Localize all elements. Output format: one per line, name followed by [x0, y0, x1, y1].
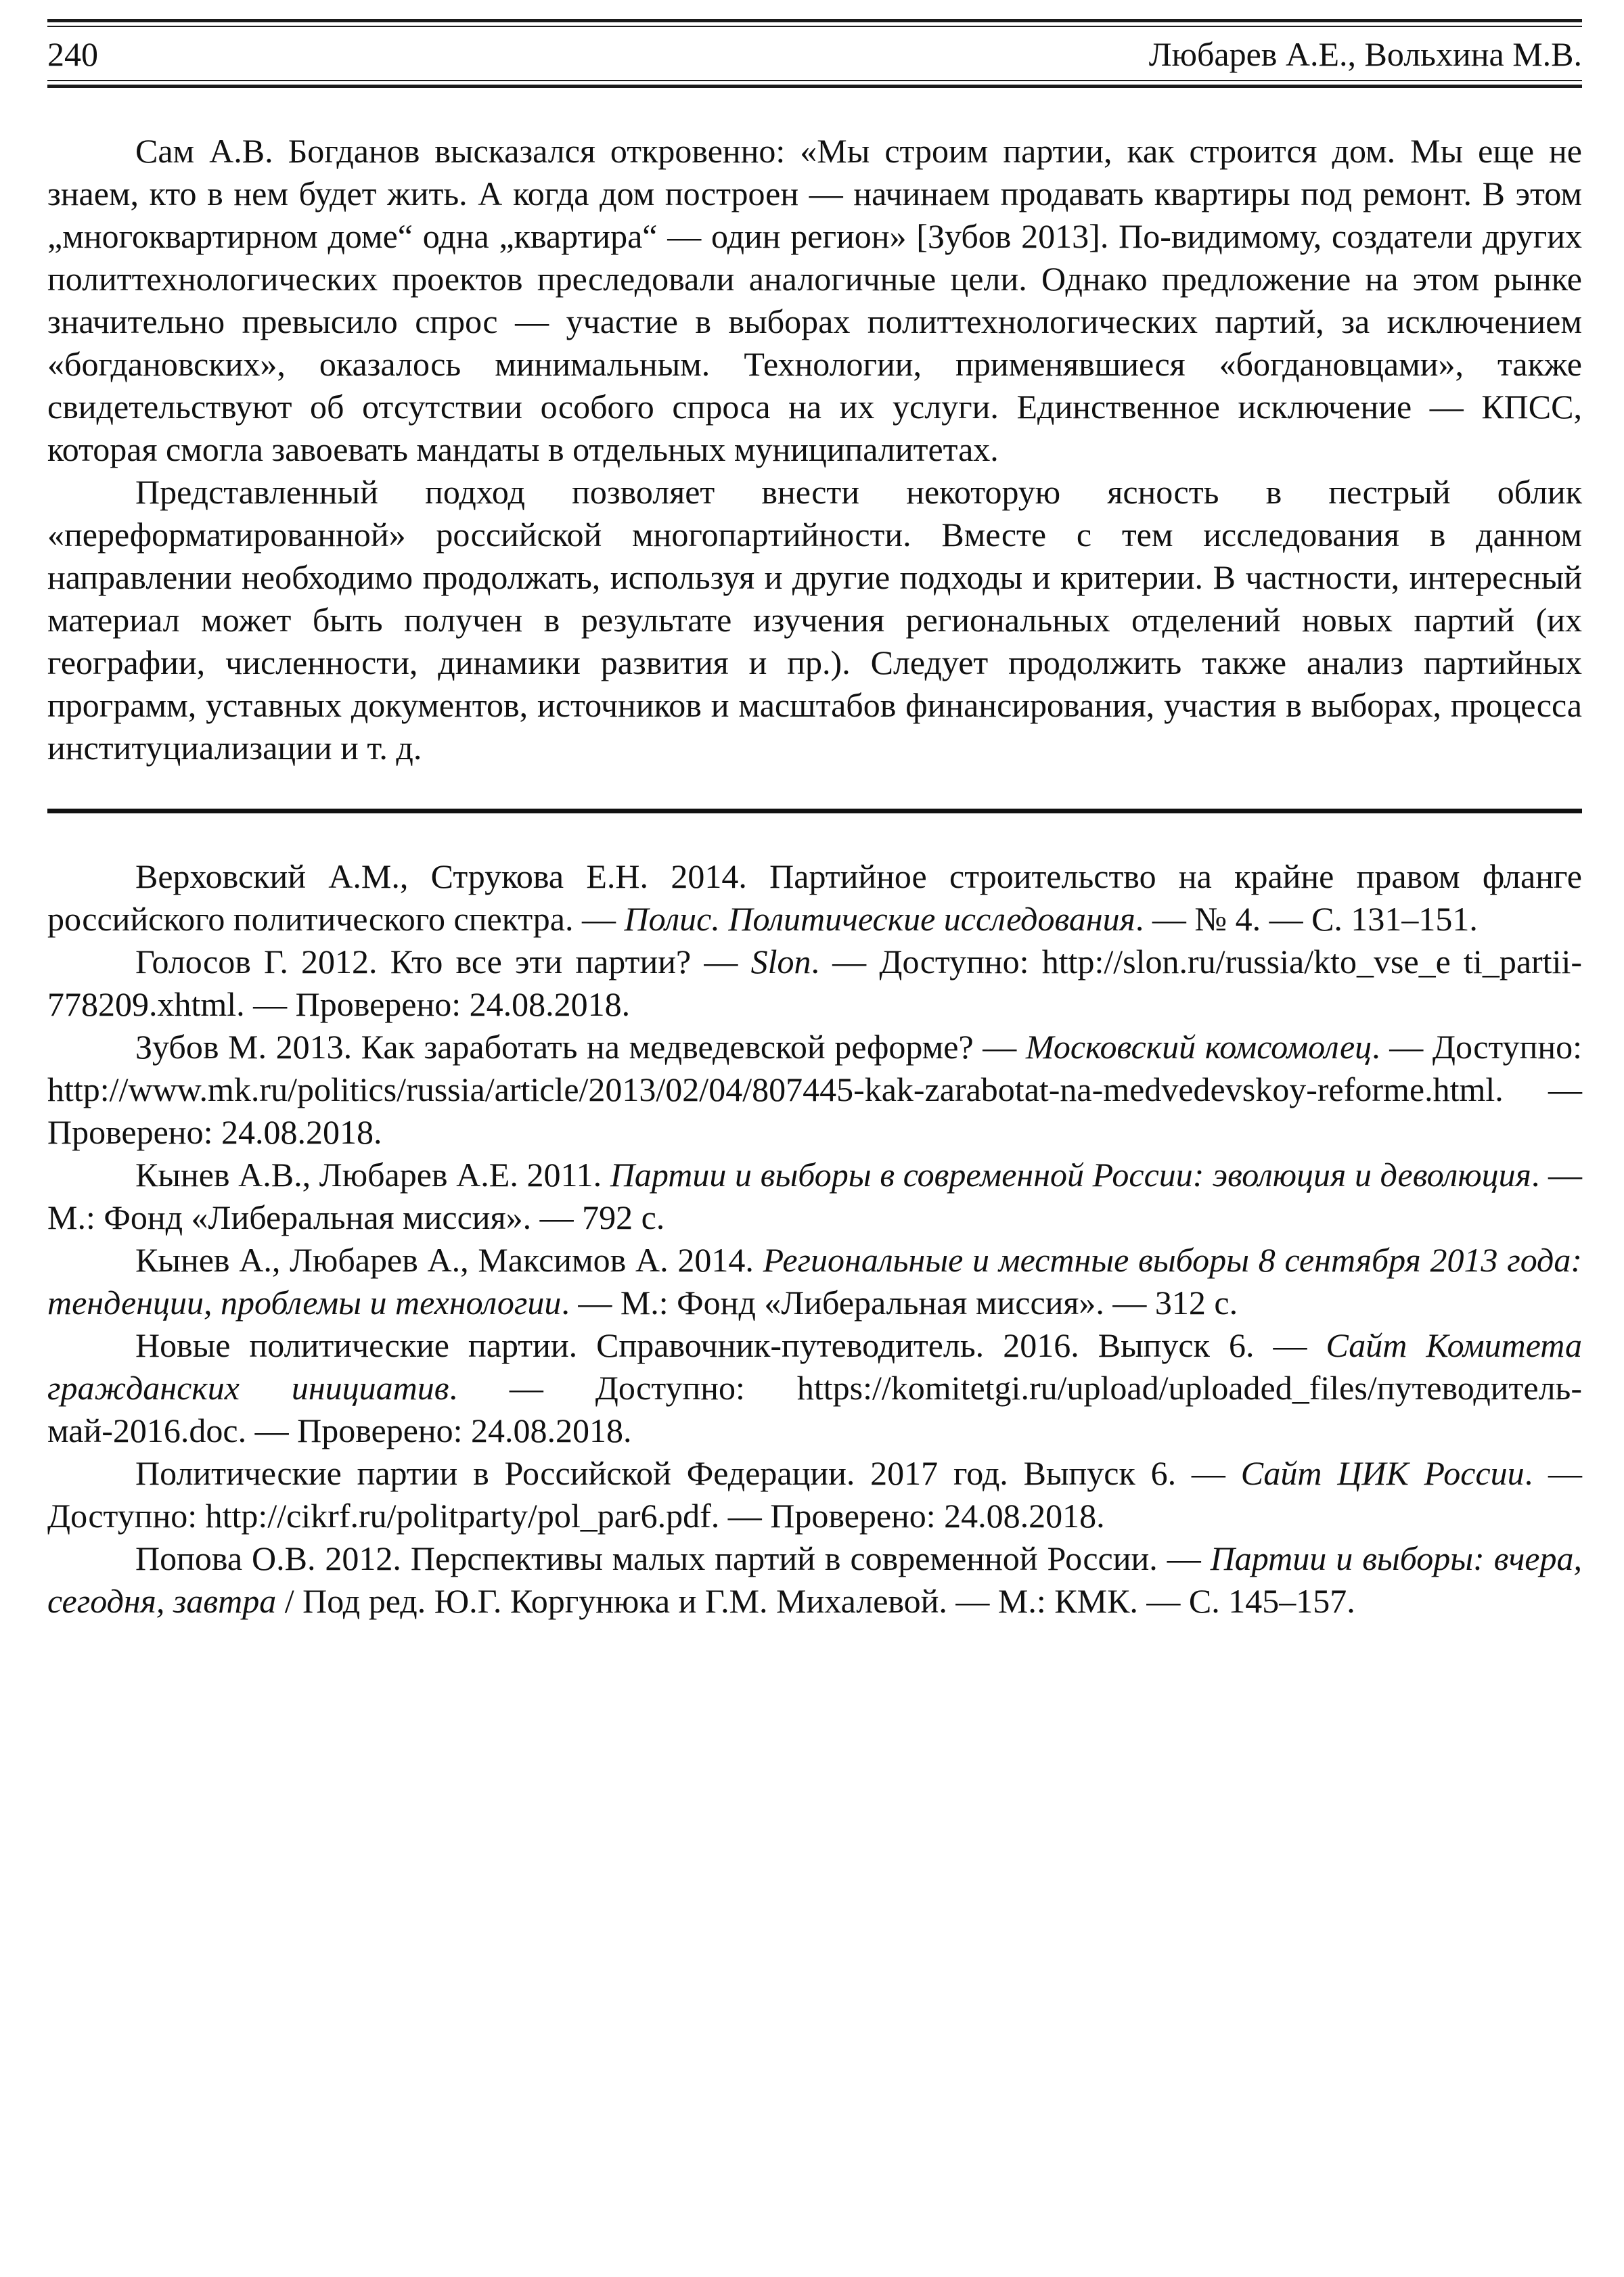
running-header-authors: Любарев А.Е., Вольхина М.В. [1148, 35, 1582, 73]
body-text [47, 130, 1582, 769]
reference-details: . — М.: Фонд «Либеральная миссия». — 792 с. [47, 1156, 1583, 1236]
reference-details: . — Доступно: https://komitetgi.ru/upload/uploaded_files/путеводитель-май-2016.doc. — Проверено: 24.08.2018. [47, 1369, 1582, 1449]
reference-text: Верховский А.М., Струкова Е.Н. 2014. Партийное строительство на крайне правом фланге российского политического спектра. — [47, 857, 1582, 938]
reference-text: Голосов Г. 2012. Кто все эти партии? — [135, 943, 751, 980]
reference-entry [47, 1154, 1582, 1239]
reference-details: . — Доступно: http://slon.ru/russia/kto_vse_e ti_partii-778209.xhtml. — Проверено: 24.08.2018. [47, 943, 1582, 1023]
reference-entry [47, 1324, 1582, 1452]
reference-text: Попова О.В. 2012. Перспективы малых партий в современной России. — [135, 1539, 1211, 1577]
reference-entry [47, 1239, 1582, 1324]
reference-entry [47, 855, 1582, 941]
reference-text: Зубов М. 2013. Как заработать на медведевской реформе? — [135, 1028, 1026, 1066]
page [47, 19, 1582, 1623]
reference-details: . — Доступно: http://www.mk.ru/politics/russia/article/2013/02/04/807445-kak-zarabotat-na-medvedevskoy-reforme.html. — Проверено: 24.08.2018. [47, 1028, 1582, 1151]
references-divider [47, 809, 1582, 813]
reference-source: Региональные и местные выборы 8 сентября 2013 года: тенденции, проблемы и технологии [47, 1241, 1583, 1322]
reference-text: Новые политические партии. Справочник-путеводитель. 2016. Выпуск 6. — [135, 1326, 1326, 1364]
reference-details: . — № 4. — С. 131–151. [1135, 900, 1478, 938]
header-rule-bottom-thin [47, 80, 1582, 81]
references-list [47, 855, 1582, 1623]
body-paragraph: Сам А.В. Богданов высказался откровенно: «Мы строим партии, как строится дом. Мы еще не знаем, кто в нем будет жить. А когда дом построен — начинаем продавать квартиры под ремонт. В этом „многоквартирном доме“ одна „квартира“ — один регион» [Зубов 2013]. По-видимому, создатели других политтехнологических проектов преследовали аналогичные цели. Однако предложение на этом рынке значительно превысило спрос — участие в выборах политтехнологических партий, за исключением «богдановских», оказалось минимальным. Технологии, применявшиеся «богдановцами», также свидетельствуют об отсутствии особого спроса на их услуги. Единственное исключение — КПСС, которая смогла завоевать мандаты в отдельных муниципалитетах. [47, 132, 1582, 468]
reference-entry [47, 1026, 1582, 1154]
reference-details: . — М.: Фонд «Либеральная миссия». — 312 с. [561, 1284, 1238, 1322]
header-rule-bottom [47, 85, 1582, 88]
reference-text: Кынев А., Любарев А., Максимов А. 2014. [135, 1241, 763, 1279]
body-paragraph: Представленный подход позволяет внести некоторую ясность в пестрый облик «переформатированной» российской многопартийности. Вместе с тем исследования в данном направлении необходимо продолжать, используя и другие подходы и критерии. В частности, интересный материал может быть получен в результате изучения региональных отделений новых партий (их географии, численности, динамики развития и пр.). Следует продолжить также анализ партийных программ, уставных документов, источников и масштабов финансирования, участия в выборах, процесса институциализации и т. д. [47, 473, 1582, 767]
reference-text: Кынев А.В., Любарев А.Е. 2011. [135, 1156, 610, 1194]
reference-source: Партии и выборы в современной России: эволюция и деволюция [610, 1156, 1531, 1194]
header-rule-top [47, 19, 1582, 22]
reference-source: Московский комсомолец [1025, 1028, 1372, 1066]
reference-source: Сайт Комитета гражданских инициатив [47, 1326, 1583, 1407]
reference-source: Slon [750, 943, 811, 980]
reference-text: Политические партии в Российской Федерации. 2017 год. Выпуск 6. — [135, 1454, 1241, 1492]
reference-source: Партии и выборы: вчера, сегодня, завтра [47, 1539, 1582, 1620]
running-header [47, 27, 1582, 80]
page-number: 240 [47, 35, 98, 73]
reference-entry [47, 941, 1582, 1026]
reference-source: Полис. Политические исследования [624, 900, 1135, 938]
reference-details: . — Доступно: http://cikrf.ru/politparty/pol_par6.pdf. — Проверено: 24.08.2018. [47, 1454, 1583, 1535]
reference-entry [47, 1452, 1582, 1537]
reference-details: / Под ред. Ю.Г. Коргунюка и Г.М. Михалевой. — М.: КМК. — С. 145–157. [276, 1582, 1355, 1620]
reference-source: Сайт ЦИК России [1240, 1454, 1525, 1492]
reference-entry [47, 1537, 1582, 1623]
